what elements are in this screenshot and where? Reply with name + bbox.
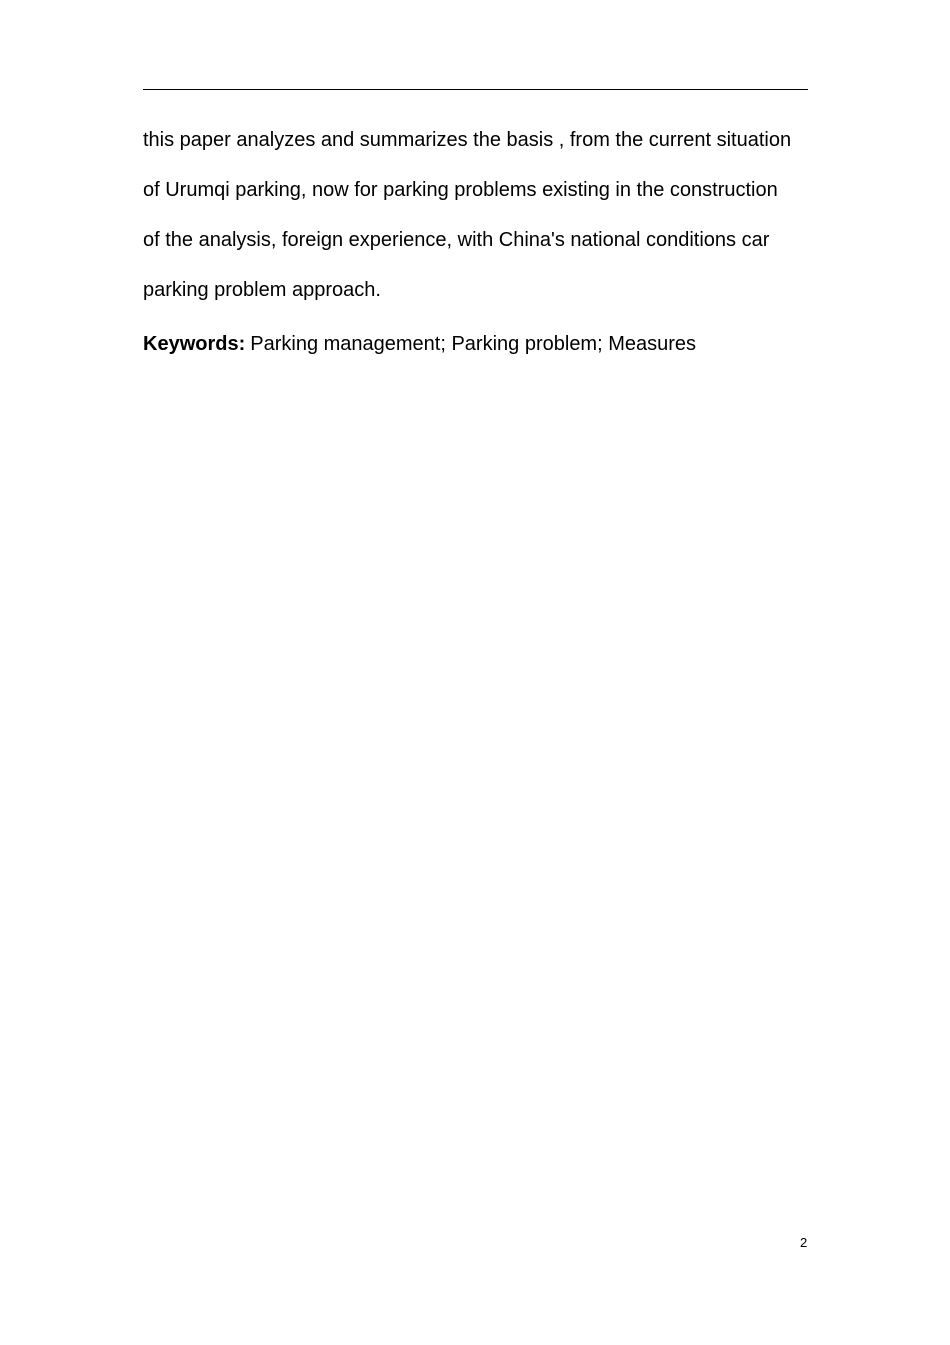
abstract-line: this paper analyzes and summarizes the basis , from the current situation (143, 129, 792, 151)
header-rule (143, 89, 808, 90)
keywords-line (143, 332, 696, 356)
abstract-line: of the analysis, foreign experience, with China's national conditions car (143, 229, 770, 251)
abstract-line: of Urumqi parking, now for parking problems existing in the construction (143, 179, 778, 201)
page-number: 2 (800, 1235, 808, 1250)
keywords-value: Parking management; Parking problem; Measures (250, 333, 697, 355)
keywords-label: Keywords: (143, 333, 246, 355)
abstract-text (143, 130, 843, 330)
abstract-line: parking problem approach. (143, 279, 381, 301)
